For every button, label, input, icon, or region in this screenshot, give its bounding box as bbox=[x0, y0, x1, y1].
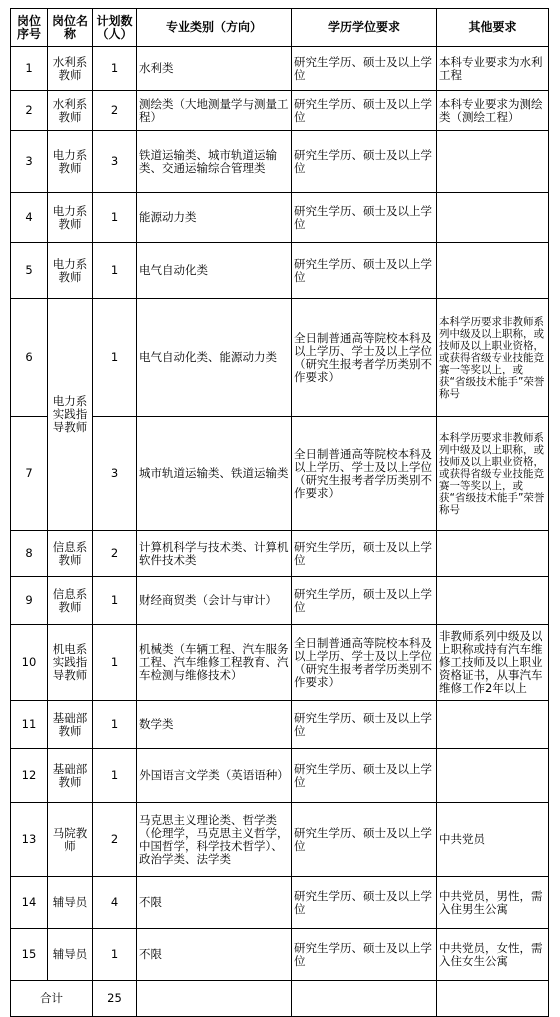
total-row bbox=[11, 981, 549, 1017]
seq-cell: 11 bbox=[11, 701, 48, 749]
count-cell: 3 bbox=[93, 417, 137, 531]
major-cell: 不限 bbox=[137, 929, 292, 981]
seq-cell: 5 bbox=[11, 243, 48, 299]
count-cell: 4 bbox=[93, 877, 137, 929]
name-cell: 基础部教师 bbox=[48, 749, 93, 803]
table-row bbox=[11, 299, 549, 417]
name-cell: 机电系实践指导教师 bbox=[48, 625, 93, 701]
name-cell: 电力系教师 bbox=[48, 193, 93, 243]
header-major: 专业类别（方向） bbox=[137, 9, 292, 47]
seq-cell: 8 bbox=[11, 531, 48, 577]
other-cell bbox=[437, 749, 549, 803]
header-row bbox=[11, 9, 549, 47]
major-cell: 财经商贸类（会计与审计） bbox=[137, 577, 292, 625]
seq-cell: 3 bbox=[11, 131, 48, 193]
header-other: 其他要求 bbox=[437, 9, 549, 47]
other-cell: 本科学历要求非教师系列中级及以上职称，或技师及以上职业资格，或获得省级专业技能竞赛一等奖以上，或获“省级技术能手”荣誉称号 bbox=[437, 417, 549, 531]
seq-cell: 12 bbox=[11, 749, 48, 803]
count-cell: 1 bbox=[93, 243, 137, 299]
seq-cell: 15 bbox=[11, 929, 48, 981]
table-row bbox=[11, 929, 549, 981]
count-cell: 1 bbox=[93, 749, 137, 803]
name-cell: 辅导员 bbox=[48, 929, 93, 981]
recruitment-table bbox=[10, 8, 549, 1017]
major-cell: 铁道运输类、城市轨道运输类、交通运输综合管理类 bbox=[137, 131, 292, 193]
table-row bbox=[11, 749, 549, 803]
other-cell: 非教师系列中级及以上职称或持有汽车维修工技师及以上职业资格证书，从事汽车维修工作2年以上 bbox=[437, 625, 549, 701]
seq-cell: 4 bbox=[11, 193, 48, 243]
table-row bbox=[11, 131, 549, 193]
major-cell: 机械类（车辆工程、汽车服务工程、汽车维修工程教育、汽车检测与维修技术） bbox=[137, 625, 292, 701]
total-label: 合计 bbox=[11, 981, 93, 1017]
seq-cell: 10 bbox=[11, 625, 48, 701]
count-cell: 2 bbox=[93, 803, 137, 877]
major-cell: 马克思主义理论类、哲学类（伦理学，马克思主义哲学，中国哲学，科学技术哲学）、政治学类、法学类 bbox=[137, 803, 292, 877]
count-cell: 1 bbox=[93, 47, 137, 91]
count-cell: 3 bbox=[93, 131, 137, 193]
degree-cell: 研究生学历、硕士及以上学位 bbox=[292, 877, 437, 929]
major-cell: 计算机科学与技术类、计算机软件技术类 bbox=[137, 531, 292, 577]
table-row bbox=[11, 625, 549, 701]
degree-cell: 研究生学历、硕士及以上学位 bbox=[292, 193, 437, 243]
empty-cell bbox=[437, 981, 549, 1017]
seq-cell: 1 bbox=[11, 47, 48, 91]
major-cell: 测绘类（大地测量学与测量工程） bbox=[137, 91, 292, 131]
major-cell: 城市轨道运输类、铁道运输类 bbox=[137, 417, 292, 531]
other-cell: 本科专业要求为测绘类（测绘工程） bbox=[437, 91, 549, 131]
other-cell bbox=[437, 701, 549, 749]
seq-cell: 6 bbox=[11, 299, 48, 417]
degree-cell: 研究生学历、硕士及以上学位 bbox=[292, 131, 437, 193]
seq-cell: 7 bbox=[11, 417, 48, 531]
total-count: 25 bbox=[93, 981, 137, 1017]
major-cell: 水利类 bbox=[137, 47, 292, 91]
other-cell bbox=[437, 193, 549, 243]
other-cell bbox=[437, 577, 549, 625]
name-cell: 水利系教师 bbox=[48, 91, 93, 131]
count-cell: 2 bbox=[93, 91, 137, 131]
degree-cell: 全日制普通高等院校本科及以上学历、学士及以上学位（研究生报考者学历类别不作要求） bbox=[292, 625, 437, 701]
name-cell: 马院教师 bbox=[48, 803, 93, 877]
name-cell: 水利系教师 bbox=[48, 47, 93, 91]
table-row bbox=[11, 877, 549, 929]
count-cell: 1 bbox=[93, 701, 137, 749]
degree-cell: 研究生学历、硕士及以上学位 bbox=[292, 243, 437, 299]
major-cell: 数学类 bbox=[137, 701, 292, 749]
name-cell: 辅导员 bbox=[48, 877, 93, 929]
name-cell: 电力系教师 bbox=[48, 243, 93, 299]
other-cell: 中共党员 bbox=[437, 803, 549, 877]
empty-cell bbox=[137, 981, 292, 1017]
other-cell: 本科学历要求非教师系列中级及以上职称，或技师及以上职业资格，或获得省级专业技能竞赛一等奖以上，或获“省级技术能手”荣誉称号 bbox=[437, 299, 549, 417]
degree-cell: 全日制普通高等院校本科及以上学历、学士及以上学位（研究生报考者学历类别不作要求） bbox=[292, 299, 437, 417]
other-cell bbox=[437, 131, 549, 193]
header-count: 计划数（人） bbox=[93, 9, 137, 47]
name-cell: 信息系教师 bbox=[48, 577, 93, 625]
other-cell: 中共党员，女性，需入住女生公寓 bbox=[437, 929, 549, 981]
empty-cell bbox=[292, 981, 437, 1017]
major-cell: 电气自动化类 bbox=[137, 243, 292, 299]
table-row bbox=[11, 47, 549, 91]
count-cell: 1 bbox=[93, 625, 137, 701]
table-row bbox=[11, 803, 549, 877]
degree-cell: 研究生学历，硕士及以上学位 bbox=[292, 531, 437, 577]
major-cell: 外国语言文学类（英语语种） bbox=[137, 749, 292, 803]
name-cell: 电力系实践指导教师 bbox=[48, 299, 93, 531]
degree-cell: 研究生学历、硕士及以上学位 bbox=[292, 803, 437, 877]
name-cell: 基础部教师 bbox=[48, 701, 93, 749]
count-cell: 1 bbox=[93, 193, 137, 243]
seq-cell: 9 bbox=[11, 577, 48, 625]
other-cell bbox=[437, 531, 549, 577]
seq-cell: 14 bbox=[11, 877, 48, 929]
count-cell: 2 bbox=[93, 531, 137, 577]
table-row bbox=[11, 577, 549, 625]
major-cell: 能源动力类 bbox=[137, 193, 292, 243]
name-cell: 电力系教师 bbox=[48, 131, 93, 193]
degree-cell: 研究生学历、硕士及以上学位 bbox=[292, 47, 437, 91]
degree-cell: 研究生学历、硕士及以上学位 bbox=[292, 701, 437, 749]
count-cell: 1 bbox=[93, 577, 137, 625]
major-cell: 不限 bbox=[137, 877, 292, 929]
header-seq: 岗位序号 bbox=[11, 9, 48, 47]
other-cell bbox=[437, 243, 549, 299]
count-cell: 1 bbox=[93, 299, 137, 417]
major-cell: 电气自动化类、能源动力类 bbox=[137, 299, 292, 417]
degree-cell: 研究生学历，硕士及以上学位 bbox=[292, 577, 437, 625]
degree-cell: 研究生学历、硕士及以上学位 bbox=[292, 929, 437, 981]
count-cell: 1 bbox=[93, 929, 137, 981]
table-row bbox=[11, 701, 549, 749]
table-row bbox=[11, 193, 549, 243]
table-row bbox=[11, 531, 549, 577]
name-cell: 信息系教师 bbox=[48, 531, 93, 577]
degree-cell: 研究生学历、硕士及以上学位 bbox=[292, 749, 437, 803]
other-cell: 本科专业要求为水利工程 bbox=[437, 47, 549, 91]
table-row bbox=[11, 243, 549, 299]
seq-cell: 13 bbox=[11, 803, 48, 877]
header-degree: 学历学位要求 bbox=[292, 9, 437, 47]
degree-cell: 全日制普通高等院校本科及以上学历、学士及以上学位（研究生报考者学历类别不作要求） bbox=[292, 417, 437, 531]
seq-cell: 2 bbox=[11, 91, 48, 131]
table-row bbox=[11, 91, 549, 131]
other-cell: 中共党员，男性，需入住男生公寓 bbox=[437, 877, 549, 929]
header-name: 岗位名称 bbox=[48, 9, 93, 47]
degree-cell: 研究生学历、硕士及以上学位 bbox=[292, 91, 437, 131]
